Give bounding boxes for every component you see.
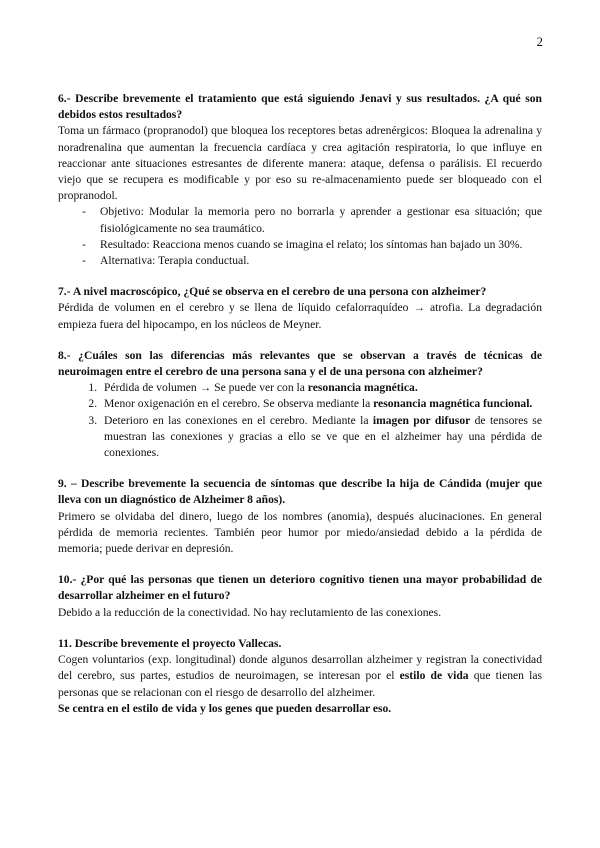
list-item: [100, 413, 542, 462]
list-item: - Alternativa: Terapia conductual.: [100, 253, 542, 269]
item-text-after: de tensores se muestran las conexiones y gracias a ello se ve que en el alzheimer hay una pérdida de conexiones.: [104, 413, 542, 460]
question-9: 9. – Describe brevemente la secuencia de síntomas que describe la hija de Cándida (mujer que lleva con un diagnóstico de Alzheimer 8 años).: [58, 477, 542, 507]
item-bold: resonancia magnética funcional.: [373, 397, 533, 411]
section-q8: [58, 348, 542, 461]
list-item: [100, 396, 542, 412]
answer-6-list: [58, 204, 542, 269]
question-10: 10.- ¿Por qué las personas que tienen un deterioro cognitivo tienen una mayor probabilidad de desarrollar alzheimer en el futuro?: [58, 573, 542, 603]
section-q9: [58, 476, 542, 557]
section-q11: [58, 636, 542, 717]
list-item: - Objetivo: Modular la memoria pero no borrarla y aprender a gestionar esa situación; que fisiológicamente no sea traumático.: [100, 204, 542, 236]
section-q10: [58, 572, 542, 621]
section-q6: [58, 91, 542, 269]
answer-8-list: [58, 380, 542, 461]
answer-11-bold: estilo de vida: [399, 669, 469, 683]
item-text: Pérdida de volumen → Se puede ver con la: [104, 381, 308, 395]
list-item: - Resultado: Reacciona menos cuando se imagina el relato; los síntomas han bajado un 30%.: [100, 237, 542, 253]
item-bold: resonancia magnética.: [307, 381, 418, 395]
answer-10: Debido a la reducción de la conectividad. No hay reclutamiento de las conexiones.: [58, 605, 442, 619]
question-7: 7.- A nivel macroscópico, ¿Qué se observa en el cerebro de una persona con alzheimer?: [58, 285, 487, 299]
question-8: 8.- ¿Cuáles son las diferencias más relevantes que se observan a través de técnicas de neuroimagen entre el cerebro de una persona sana y el de una persona con alzheimer?: [58, 348, 542, 379]
answer-11: [58, 652, 542, 701]
conclusion-bold: Se centra en el estilo de vida y los genes que pueden desarrollar eso.: [58, 701, 392, 715]
answer-6: Toma un fármaco (propranodol) que bloquea los receptores betas adrenérgicos: Bloquea la adrenalina y noradrenalina que aumentan la frecuencia cardíaca y crea agitación respiratoria, lo que influye en reaccionar ante situaciones estresantes de diferente manera: ataque, defensa o parálisis. El recuerdo viejo que se recupera es modificable y por eso su re-almacenamiento puede ser bloqueado con el propranodol.: [58, 124, 542, 203]
item-text: Menor oxigenación en el cerebro. Se observa mediante la: [104, 397, 374, 411]
page-number: 2: [536, 34, 543, 49]
answer-11-text: Cogen voluntarios (exp. longitudinal) donde algunos desarrollan alzheimer y registran la conectividad del cerebro, sus partes, estudios de neuroimagen, se interesan por el: [58, 653, 542, 683]
question-6: 6.- Describe brevemente el tratamiento que está siguiendo Jenavi y sus resultados. ¿A qué son debidos estos resultados?: [58, 92, 542, 122]
answer-11-conclusion: [58, 701, 542, 717]
document-body: [58, 91, 542, 732]
section-q7: [58, 284, 542, 333]
answer-11-text-after: que tienen las personas que se relacionan con el riesgo de desarrollo del alzheimer.: [58, 669, 542, 699]
item-bold: imagen por difusor: [372, 413, 471, 427]
list-item: [100, 380, 542, 396]
item-text: Deterioro en las conexiones en el cerebro. Mediante la: [104, 413, 373, 427]
answer-7: Pérdida de volumen en el cerebro y se llena de líquido cefalorraquídeo → atrofia. La degradación empieza fuera del hipocampo, en los núcleos de Meyner.: [58, 301, 542, 331]
question-11: 11. Describe brevemente el proyecto Vallecas.: [58, 636, 282, 650]
answer-9: Primero se olvidaba del dinero, luego de los nombres (anomia), después alucinaciones. En general pérdida de memoria recientes. También peor humor por miedo/ansiedad debido a la pérdida de memoria; puede derivar en depresión.: [58, 509, 542, 556]
